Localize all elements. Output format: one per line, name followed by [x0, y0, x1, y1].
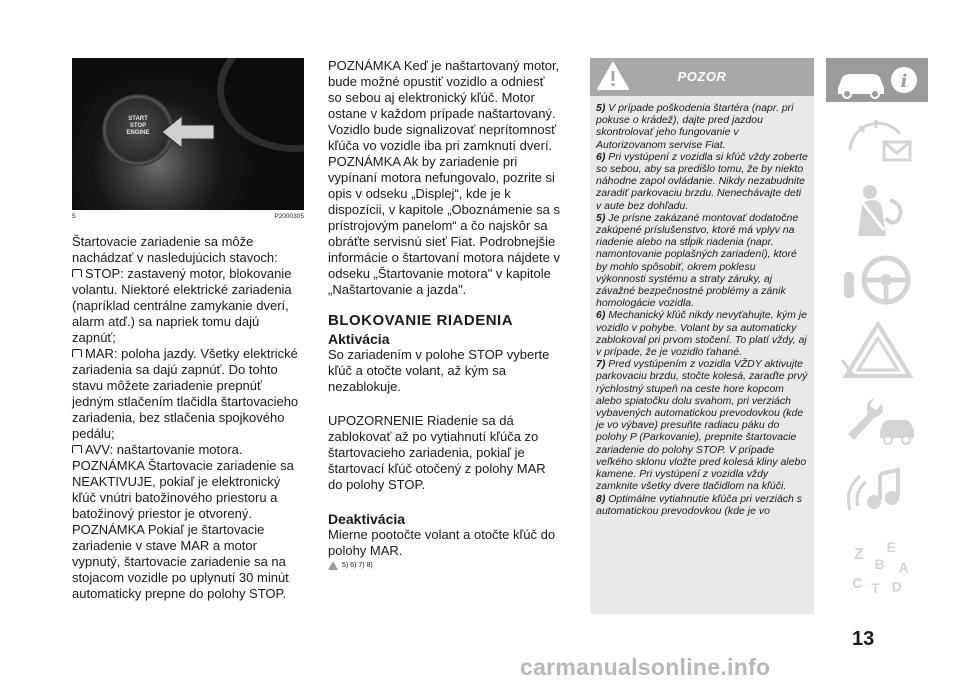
sidebar-item-safety[interactable]: [840, 180, 916, 240]
sidebar-item-index[interactable]: [840, 540, 916, 600]
state-stop: STOP: zastavený motor, blokovanie volantu. Niektoré elektrické zariadenia (napríklad centrálne zamykanie dverí, alarm atď.) sa napriek tomu dajú zapnúť;: [72, 266, 292, 345]
figure-code: P2000305: [274, 213, 304, 220]
warning-item: 8) Optimálne vytiahnutie kľúča pri verziách s automatickou prevodovkou (kde je vo: [596, 492, 803, 517]
alphabet-index-icon: [840, 540, 916, 600]
sidebar-item-driving[interactable]: [840, 250, 916, 310]
svg-text:i: i: [900, 71, 908, 92]
dashboard-vent: [217, 58, 304, 152]
warning-box: [590, 58, 814, 614]
svg-text:C: C: [852, 576, 863, 591]
start-stop-photo: [72, 58, 304, 210]
warning-road-icon: [840, 320, 916, 380]
svg-text:D: D: [891, 579, 902, 595]
footer-watermark: carmanualsonline.info: [520, 654, 771, 680]
warning-refs: 5) 6) 7) 8): [328, 561, 560, 570]
deactivation-title: Deaktivácia: [328, 511, 406, 527]
note-trunk: POZNÁMKA Štartovacie zariadenie sa NEAKTIVUJE, pokiaľ je elektronický kľúč vnútri batožinového priestoru a batožinový priestor je otvorený.: [72, 458, 294, 521]
activation-text: So zariadením v polohe STOP vyberte kľúč a otočte volant, až kým sa nezablokuje.: [328, 347, 550, 394]
warning-triangle-icon: [328, 561, 338, 570]
sidebar-item-maintenance[interactable]: [840, 390, 916, 450]
key-bullet-icon: [72, 349, 82, 357]
warning-header: [590, 58, 814, 96]
wrench-car-icon: [840, 390, 916, 450]
start-stop-label: START STOP ENGINE: [126, 116, 150, 136]
seatbelt-airbag-icon: [840, 180, 916, 240]
warning-item: 6) Mechanický kľúč nikdy nevyťahujte, kým je vozidlo v pohybe. Volant by sa automaticky zablokoval pri prvom stočení. To platí vždy, aj v prípade, že je vozidlo ťahané.: [596, 309, 807, 359]
warning-item: 7) Pred vystúpením z vozidla VŽDY aktivujte parkovaciu brzdu, stočte kolesá, zaraďte prvý rýchlostný stupeň na ceste hore kopcom alebo spiatočku dolu svahom, pri verziách vybavených automatickou prevodovkou (kde je vo výbave) presuňte radiacu páku do polohy P (Parkovanie), prepnite štartovacie zariadenie do polohy STOP. V prípade veľkého sklonu vložte pred kolesá kliny alebo kamene. Pri vystúpení z vozidla vždy zamknite všetky dvere tlačidlom na kľúči.: [596, 358, 808, 493]
chapter-sidebar: [826, 58, 928, 626]
car-info-icon: [826, 58, 928, 102]
state-mar: MAR: poloha jazdy. Všetky elektrické zariadenia sa dajú zapnúť. Do tohto stavu môžete zariadenie prepnúť jedným stlačením tlačidla štartovacieho zariadenia, bez stlačenia spojkového pedálu;: [72, 346, 299, 441]
note-malfunction: POZNÁMKA Ak by zariadenie pri vypínaní motora nefungovalo, pozrite si opis v odseku „Displej“, kde je k dispozícii, v kapitole „Oboznámenie sa s prístrojovým panelom“ a čo najskôr sa obráťte servisnú sieť Fiat. Podrobnejšie informácie o štartovaní motora nájdete v odseku „Štartovanie motora" v kapitole „Naštartovanie a jazda".: [328, 154, 560, 297]
warning-item: 6) Pri vystúpení z vozidla si kľúč vždy zoberte so sebou, aby sa predišlo tomu, že by niekto náhodne zapol ovládanie. Nikdy nezabudnite zaradiť parkovaciu brzdu. Nenechávajte deti v aute bez dohľadu.: [596, 150, 808, 212]
svg-text:T: T: [871, 581, 880, 597]
multimedia-icon: [840, 460, 916, 520]
deactivation-text: Mierne pootočte volant a otočte kľúč do polohy MAR.: [328, 527, 556, 558]
page-number: 13: [852, 628, 875, 650]
steering-wheel-icon: [840, 250, 916, 310]
sidebar-active-tab[interactable]: [826, 58, 928, 102]
key-bullet-icon: [72, 445, 82, 453]
figure-caption: [72, 213, 304, 220]
pointer-arrow-icon: [160, 114, 216, 150]
state-avv: AVV: naštartovanie motora.: [72, 442, 304, 458]
svg-text:A: A: [898, 560, 909, 576]
section-heading: BLOKOVANIE RIADENIA: [328, 312, 514, 329]
intro-text: Štartovacie zariadenie sa môže nachádzať v nasledujúcich stavoch:: [72, 234, 278, 265]
warning-body: [590, 96, 814, 614]
activation-title: Aktivácia: [328, 331, 390, 347]
column-2: [328, 58, 560, 570]
column-1: [72, 58, 304, 602]
warning-title: POZOR: [677, 69, 727, 84]
warning-item: 5) Je prísne zakázané montovať dodatočne zakúpené príslušenstvo, ktoré má vplyv na riadenie alebo na stĺpik riadenia (napr. namontovanie poplašných zariadení), ktoré by mohlo spôsobiť, okrem poklesu výkonnosti systému a straty záruky, aj závažné bezpečnostné problémy a zánik homologácie vozidla.: [596, 211, 799, 310]
svg-text:E: E: [886, 540, 896, 555]
warning-item: 5) V prípade poškodenia štartéra (napr. pri pokuse o krádež), dajte pred jazdou skontrolovať jeho fungovanie v Autorizovanom servise Fiat.: [596, 102, 794, 151]
svg-text:B: B: [874, 557, 885, 573]
svg-text:Z: Z: [854, 545, 864, 563]
dashboard-warning-icon: [840, 110, 916, 170]
sidebar-item-emergency[interactable]: [840, 320, 916, 380]
note-auto-stop: POZNÁMKA Pokiaľ je štartovacie zariadenie v stave MAR a motor vypnutý, štartovacie zariadenie sa na stojacom vozidle po uplynutí 30 minút automaticky prepne do polohy STOP.: [72, 522, 289, 601]
note-engine-running: POZNÁMKA Keď je naštartovaný motor, bude možné opustiť vozidlo a odniesť so sebou aj elektronický kľúč. Motor ostane v každom prípade naštartovaný. Vozidlo bude signalizovať neprítomnosť kľúča vo vozidle iba pri zamknutí dverí.: [328, 58, 560, 153]
sidebar-item-dashboard[interactable]: [840, 110, 916, 170]
figure-number: 5: [72, 213, 76, 220]
sidebar-item-multimedia[interactable]: [840, 460, 916, 520]
key-bullet-icon: [72, 269, 82, 277]
steering-warning: UPOZORNENIE Riadenie sa dá zablokovať až po vytiahnutí kľúča zo štartovacieho zariadenia, pokiaľ je štartovací kľúč otočený z polohy MAR do polohy STOP.: [328, 413, 546, 492]
